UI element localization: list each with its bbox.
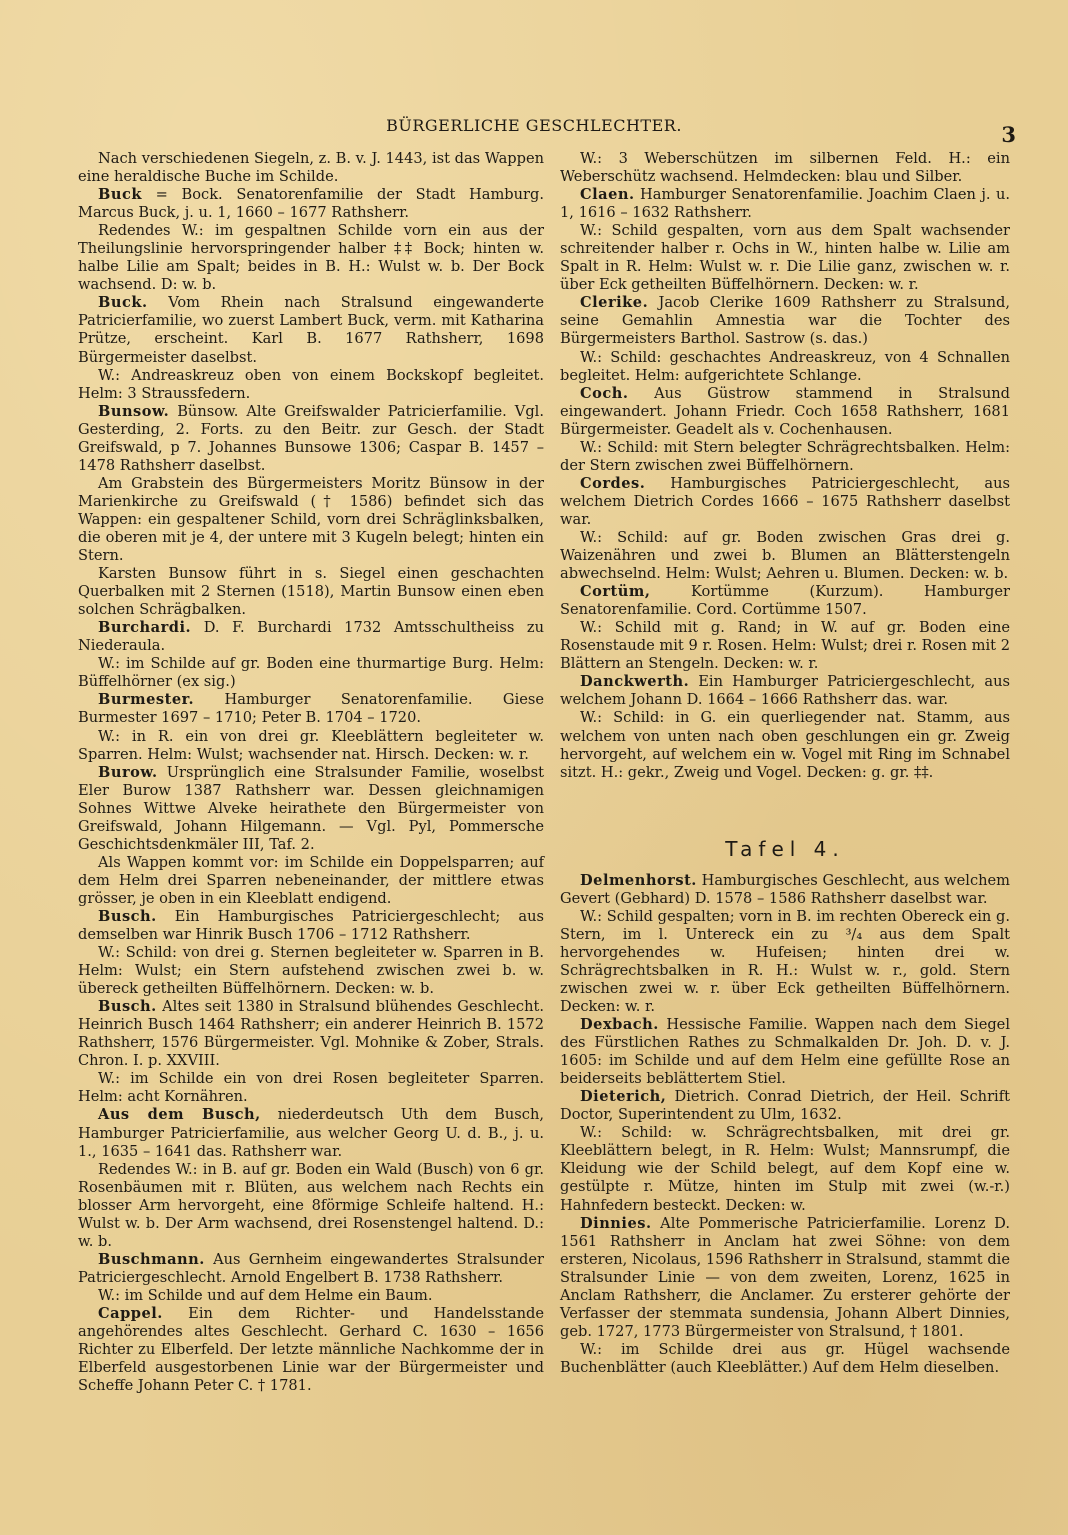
family-name: Dieterich, [580,1088,667,1106]
entry-paragraph [78,565,544,619]
entry-paragraph [560,529,1010,583]
family-name: Aus dem Busch, [98,1106,261,1124]
family-name: Busch. [98,907,157,925]
family-entry [78,998,544,1070]
entry-text: Hamburgisches Patriciergeschlecht, aus welchem Dietrich Cordes 1666 – 1675 Rathsherr daselbst war. [560,474,1010,528]
family-name: Burchardi. [98,619,192,637]
entry-paragraph [560,1124,1010,1214]
family-name: Cappel. [98,1305,163,1322]
entry-text: Ein Hamburgisches Patriciergeschlecht; aus demselben war Hinrik Busch 1706 – 1712 Rathsherr. [78,907,544,944]
entry-paragraph [78,854,544,908]
family-name: Burmester. [98,691,195,709]
entry-paragraph [78,150,544,186]
family-entry [560,475,1010,529]
family-name: Burow. [98,763,158,781]
family-name: Cortüm, [580,583,651,601]
left-column [78,150,544,1395]
entry-text: W.: im Schilde auf gr. Boden eine thurmartige Burg. Helm: Büffelhörner (ex sig.) [78,655,544,691]
entry-text: W.: Schild: auf gr. Boden zwischen Gras drei g. Waizenähren und zwei b. Blumen an Blätterstengeln abwechselnd. Helm: Wulst; Aehren u. Blumen. Decken: w. b. [560,528,1010,583]
family-entry [560,294,1010,348]
family-entry [560,872,1010,908]
entry-text: W.: im Schilde ein von drei Rosen begleiteter Sparren. Helm: acht Kornähren. [78,1070,544,1106]
entry-text: W.: Schild: w. Schrägrechtsbalken, mit drei gr. Kleeblättern belegt, in R. Helm: Wulst; Mannsrumpf, die Kleidung wie der Schild belegt, auf dem Kopf eine w. gestülpte r. Mütze, hinten im Stulp mit zwei (w.-r.) Hahnfedern besteckt. Decken: w. [560,1124,1010,1214]
entry-text: Nach verschiedenen Siegeln, z. B. v. J. 1443, ist das Wappen eine heraldische Buche im Schilde. [78,150,544,186]
family-entry [560,186,1010,222]
tafel-heading: Tafel 4. [725,836,845,861]
entry-text: W.: Schild: von drei g. Sternen begleiteter w. Sparren in B. Helm: Wulst; ein Stern aufstehend zwischen zwei b. w. übereck getheilten Büffelhörnern. Decken: w. b. [78,944,544,998]
entry-text: Aus Güstrow stammend in Stralsund eingewandert. Johann Friedr. Coch 1658 Rathsherr, 1681 Bürgermeister. Geadelt als v. Cochenhausen. [560,384,1010,438]
entry-text: D. F. Burchardi 1732 Amtsschultheiss zu Niederaula. [78,619,544,655]
family-name: Buck [98,186,142,204]
entry-text: W.: Schild gespalten; vorn in B. im rechten Obereck ein g. Stern, im l. Untereck ein zu ³/₄ aus dem Spalt hervorgehendes w. Hufeisen; hinten drei w. Schrägrechtsbalken in R. H.: Wulst w. r., gold. Stern zwischen zwei w. r. über Eck getheilten Büffelhörnern. Decken: w. r. [560,907,1010,1016]
entry-text: Hamburger Senatorenfamilie. Joachim Claen j. u. 1, 1616 – 1632 Rathsherr. [560,186,1010,222]
family-entry [78,619,544,655]
family-entry [560,673,1010,709]
right-column [560,150,1010,1377]
entry-text: W.: im Schilde drei aus gr. Hügel wachsende Buchenblätter (auch Kleeblätter.) Auf dem Helm dieselben. [560,1340,1010,1376]
entry-paragraph [560,439,1010,475]
entry-paragraph [78,655,544,691]
family-entry [78,764,544,854]
family-name: Cordes. [580,474,646,492]
entry-text: Hamburger Senatorenfamilie. Giese Burmester 1697 – 1710; Peter B. 1704 – 1720. [78,691,544,727]
entry-text: Ein Hamburger Patriciergeschlecht, aus welchem Johann D. 1664 – 1666 Rathsherr das. war. [560,673,1010,709]
entry-text: Jacob Clerike 1609 Rathsherr zu Stralsund, seine Gemahlin Amnestia war die Tochter des Bürgermeisters Barthol. Sastrow (s. das.) [560,294,1010,348]
entry-paragraph [78,222,544,294]
entry-text: W.: Schild gespalten, vorn aus dem Spalt wachsender schreitender halber r. Ochs in W., hinten halbe w. Lilie am Spalt in R. Helm: Wulst w. r. Die Lilie ganz, zwischen w. r. über Eck getheilten Büffelhörnern. Decken: w. r. [560,222,1010,294]
entry-text: W.: Schild: mit Stern belegter Schrägrechtsbalken. Helm: der Stern zwischen zwei Büffelhörnern. [560,438,1010,474]
family-entry [560,385,1010,439]
family-name: Dexbach. [580,1016,659,1034]
family-entry [78,908,544,944]
entry-paragraph [560,619,1010,673]
entry-paragraph [78,1287,544,1305]
family-entry [560,1215,1010,1341]
entry-text: W.: Schild: in G. ein querliegender nat. Stamm, aus welchem von unten nach oben geschlungen ein gr. Zweig hervorgeht, auf welchem ein w. Vogel mit Ring im Schnabel sitzt. H.: gekr., Zweig und Vogel. Decken: g. gr. ‡‡. [560,709,1010,781]
entry-text: Redendes W.: im gespaltnen Schilde vorn ein aus der Theilungslinie hervorspringender halber ‡‡ Bock; hinten w. halbe Lilie am Spalt; beides in B. H.: Wulst w. b. Der Bock wachsend. D: w. b. [78,222,544,294]
right-column-entries [560,150,1010,782]
entry-text: W.: Schild: geschachtes Andreaskreuz, von 4 Schnallen begleitet. Helm: aufgerichtete Schlange. [560,348,1010,384]
entry-text: Aus Gernheim eingewandertes Stralsunder Patriciergeschlecht. Arnold Engelbert B. 1738 Rathsherr. [78,1250,544,1286]
entry-text: W.: 3 Weberschützen im silbernen Feld. H.: ein Weberschütz wachsend. Helmdecken: blau und Silber. [560,150,1010,186]
entry-text: Ursprünglich eine Stralsunder Familie, woselbst Eler Burow 1387 Rathsherr war. Dessen gleichnamigen Sohnes Wittwe Alveke heirathete den Bürgermeister von Greifswald, Johann Hilgemann. — Vgl. Pyl, Pommersche Geschichtsdenkmäler III, Taf. 2. [78,763,544,853]
entry-paragraph [78,728,544,764]
entry-paragraph [560,349,1010,385]
entry-text: Bünsow. Alte Greifswalder Patricierfamilie. Vgl. Gesterding, 2. Forts. zu den Beitr. zur Gesch. der Stadt Greifswald, p 7. Johannes Bunsowe 1306; Caspar B. 1457 – 1478 Rathsherr daselbst. [78,402,544,474]
entry-text: Hessische Familie. Wappen nach dem Siegel des Fürstlichen Rathes zu Schmalkalden Dr. Joh. D. v. J. 1605: im Schilde und auf dem Helm eine gefüllte Rose an beiderseits beblättertem Stiel. [560,1016,1010,1088]
entry-paragraph [560,1341,1010,1377]
entry-paragraph [78,367,544,403]
family-name: Buschmann. [98,1250,205,1268]
family-entry [78,1305,544,1395]
entry-text: Alte Pommerische Patricierfamilie. Lorenz D. 1561 Rathsherr in Anclam hat zwei Söhne: von dem ersteren, Nicolaus, 1596 Rathsherr in Stralsund, stammt die Stralsunder Linie — von dem zweiten, Lorenz, 1625 in Anclam Rathsherr, die Anclamer. Zu ersterer gehörte der Verfasser der stemmata sundensia, Johann Albert Dinnies, geb. 1727, 1773 Bürgermeister von Stralsund, † 1801. [560,1214,1010,1340]
entry-paragraph [560,222,1010,294]
entry-text: Redendes W.: in B. auf gr. Boden ein Wald (Busch) von 6 gr. Rosenbäumen mit r. Blüten, aus welchem nach Rechts ein blosser Arm hervorgeht, eine 8förmige Schleife haltend. H.: Wulst w. b. Der Arm wachsend, drei Rosenstengel haltend. D.: w. b. [78,1160,544,1250]
entry-text: Kortümme (Kurzum). Hamburger Senatorenfamilie. Cord. Cortümme 1507. [560,583,1010,619]
family-name: Clerike. [580,294,649,312]
entry-paragraph [78,944,544,998]
entry-paragraph [78,1070,544,1106]
family-name: Buck. [98,294,148,312]
family-name: Dinnies. [580,1214,652,1232]
entry-text: Vom Rhein nach Stralsund eingewanderte Patricierfamilie, wo zuerst Lambert Buck, verm. mit Katharina Prütze, erscheint. Karl B. 1677 Rathsherr, 1698 Bürgermeister daselbst. [78,294,544,366]
entry-text: W.: in R. ein von drei gr. Kleeblättern begleiteter w. Sparren. Helm: Wulst; wachsender nat. Hirsch. Decken: w. r. [78,727,544,763]
entry-text: = Bock. Senatorenfamilie der Stadt Hamburg. Marcus Buck, j. u. 1, 1660 – 1677 Rathsherr. [78,186,544,222]
family-entry [78,1251,544,1287]
entry-paragraph [560,150,1010,186]
family-entry [560,1088,1010,1124]
entry-text: W.: Schild mit g. Rand; in W. auf gr. Boden eine Rosenstaude mit 9 r. Rosen. Helm: Wulst; drei r. Rosen mit 2 Blättern an Stengeln. Decken: w. r. [560,619,1010,673]
entry-text: Ein dem Richter- und Handelsstande angehörendes altes Geschlecht. Gerhard C. 1630 – 1656 Richter zu Elberfeld. Der letzte männliche Nachkomme der in Elberfeld ausgestorbenen Linie war der Bürgermeister und Scheffe Johann Peter C. † 1781. [78,1305,544,1395]
tafel-entries [560,872,1010,1377]
family-name: Bunsow. [98,402,170,420]
family-name: Busch. [98,998,157,1016]
entry-text: Karsten Bunsow führt in s. Siegel einen geschachten Querbalken mit 2 Sternen (1518), Martin Bunsow einen eben solchen Schrägbalken. [78,565,544,619]
entry-paragraph [560,709,1010,781]
entry-text: W.: im Schilde und auf dem Helme ein Baum. [98,1286,433,1304]
entry-text: Am Grabstein des Bürgermeisters Moritz Bünsow in der Marienkirche zu Greifswald († 1586) befindet sich das Wappen: ein gespaltener Schild, vorn drei Schräglinksbalken, die oberen mit je 4, der untere mit 3 Kugeln belegt; hinten ein Stern. [78,474,544,565]
family-entry [78,403,544,475]
family-name: Danckwerth. [580,673,690,691]
family-entry [78,1106,544,1160]
entry-text: Als Wappen kommt vor: im Schilde ein Doppelsparren; auf dem Helm drei Sparren nebeneinander, der mittlere etwas grösser, je oben in ein Kleeblatt endigend. [78,853,544,907]
entry-text: Hamburgisches Geschlecht, aus welchem Gevert (Gebhard) D. 1578 – 1586 Rathsherr daselbst war. [560,871,1010,907]
running-title: BÜRGERLICHE GESCHLECHTER. [386,116,682,135]
page-number: 3 [1001,122,1016,147]
family-name: Delmenhorst. [580,871,697,889]
entry-paragraph [78,1161,544,1251]
family-name: Coch. [580,384,629,402]
family-name: Claen. [580,186,635,204]
family-entry [78,294,544,366]
family-entry [78,186,544,222]
entry-text: W.: Andreaskreuz oben von einem Bockskopf begleitet. Helm: 3 Straussfedern. [78,366,544,402]
entry-text: niederdeutsch Uth dem Busch, Hamburger Patricierfamilie, aus welcher Georg U. d. B., j. u. 1., 1635 – 1641 das. Rathsherr war. [78,1106,544,1160]
entry-text: Altes seit 1380 in Stralsund blühendes Geschlecht. Heinrich Busch 1464 Rathsherr; ein anderer Heinrich B. 1572 Rathsherr, 1576 Bürgermeister. Vgl. Mohnike & Zober, Strals. Chron. I. p. XXVIII. [78,998,544,1070]
family-entry [78,691,544,727]
entry-paragraph [560,908,1010,1016]
entry-text: Dietrich. Conrad Dietrich, der Heil. Schrift Doctor, Superintendent zu Ulm, 1632. [560,1088,1010,1124]
entry-paragraph [78,475,544,565]
family-entry [560,1016,1010,1088]
family-entry [560,583,1010,619]
